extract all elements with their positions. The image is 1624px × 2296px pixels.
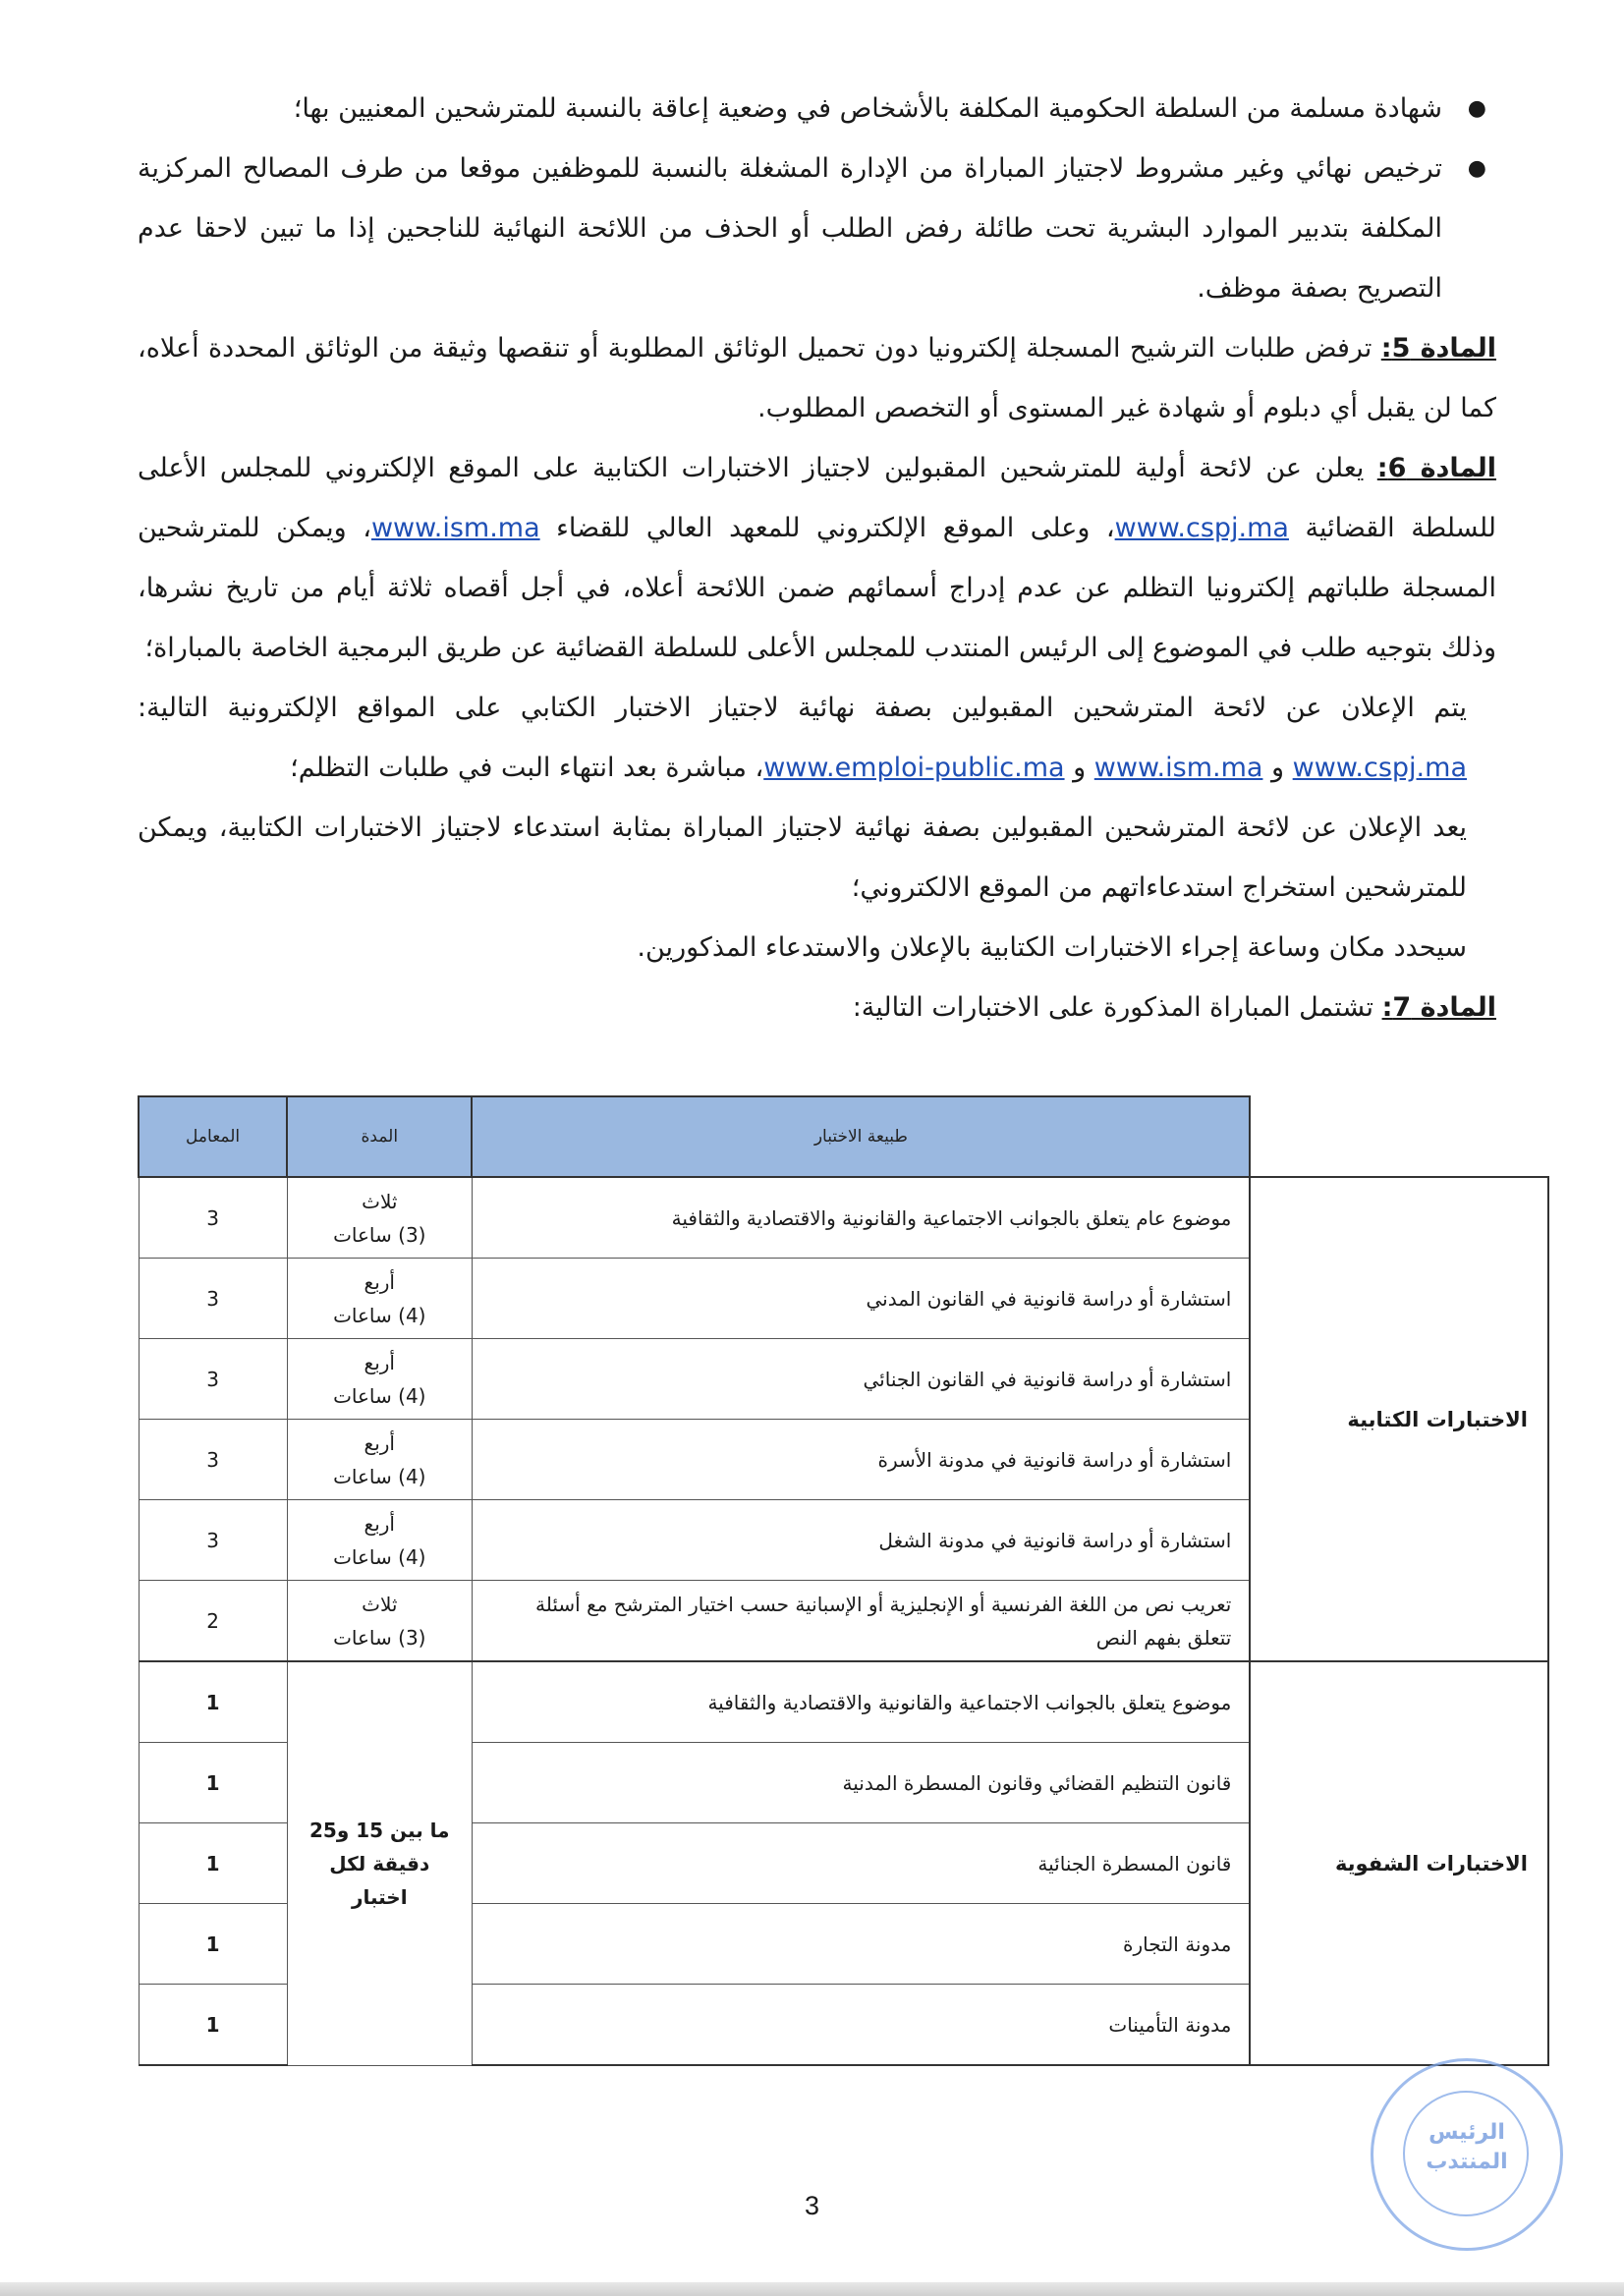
table-row: الاختبارات الكتابية موضوع عام يتعلق بالجوانب الاجتماعية والقانونية والاقتصادية والثقافية ثلاث (3) ساعات 3 (139, 1177, 1548, 1259)
table-row: قانون المسطرة الجنائية 1 (139, 1823, 1548, 1904)
article-6-label: المادة 6: (1376, 453, 1497, 483)
link-cspj[interactable]: www.cspj.ma (1114, 513, 1289, 543)
header-blank-cell (1250, 1096, 1548, 1177)
table-row: استشارة أو دراسة قانونية في مدونة الشغل أربع (4) ساعات 3 (139, 1500, 1548, 1581)
bullet-icon: ● (1467, 156, 1486, 181)
oral-duration: ما بين 15 و25 دقيقة لكل اختبار (287, 1661, 472, 2065)
bullet-employer-authorization: ● ترخيص نهائي وغير مشروط لاجتياز المباراة من الإدارة المشغلة بالنسبة للموظفين موقعا من طرف المصالح المركزية المكلفة بتدبير الموارد البشرية تحت طائلة رفض الطلب أو الحذف من اللائحة النهائية للناجحين إذا ما تبين لاحقا عدم التصريح بصفة موظف. (138, 139, 1496, 318)
oral-exams-label: الاختبارات الشفوية (1250, 1661, 1548, 2065)
bullet-icon: ● (1467, 96, 1486, 121)
link-ism[interactable]: www.ism.ma (370, 513, 540, 543)
link-ism-final[interactable]: www.ism.ma (1093, 753, 1263, 783)
table-header-row (139, 1096, 1548, 1177)
article-7 (138, 978, 1496, 1037)
header-coefficient: المعامل (139, 1096, 287, 1177)
link-emploi-public[interactable]: www.emploi-public.ma (763, 753, 1065, 783)
link-cspj-final[interactable]: www.cspj.ma (1292, 753, 1467, 783)
body-text (138, 79, 1496, 1037)
header-nature: طبيعة الاختبار (472, 1096, 1250, 1177)
summons-paragraph: يعد الإعلان عن لائحة المترشحين المقبولين بصفة نهائية لاجتياز المباراة بمثابة استدعاء لاجتياز الاختبارات الكتابية، ويمكن للمترشحين استخراج استدعاءاتهم من الموقع الالكتروني؛ (138, 812, 1467, 903)
final-list-announcement: يتم الإعلان عن لائحة المترشحين المقبولين بصفة نهائية لاجتياز الاختبار الكتابي على المواقع الإلكترونية التالية: www.cspj.ma و www.ism.ma و www.emploi-public.ma، مباشرة بعد انتهاء البت في طلبات التظلم؛ (138, 693, 1467, 783)
seal-text: الرئيس المنتدب (1426, 2120, 1508, 2174)
article-5-label: المادة 5: (1380, 333, 1497, 364)
written-exams-label: الاختبارات الكتابية (1250, 1177, 1548, 1661)
table-row: استشارة أو دراسة قانونية في القانون المدني أربع (4) ساعات 3 (139, 1259, 1548, 1339)
table-row: مدونة التجارة 1 (139, 1904, 1548, 1985)
official-seal (1371, 2058, 1563, 2251)
table-row: قانون التنظيم القضائي وقانون المسطرة المدنية 1 (139, 1743, 1548, 1823)
header-duration: المدة (287, 1096, 472, 1177)
table-row: استشارة أو دراسة قانونية في مدونة الأسرة أربع (4) ساعات 3 (139, 1420, 1548, 1500)
exams-table (138, 1095, 1549, 2066)
article-7-label: المادة 7: (1381, 992, 1496, 1023)
article-7-text: تشتمل المباراة المذكورة على الاختبارات التالية: (852, 992, 1382, 1023)
page-number: 3 (804, 2191, 820, 2220)
table-row: الاختبارات الشفوية موضوع يتعلق بالجوانب الاجتماعية والقانونية والاقتصادية والثقافية ما بين 15 و25 دقيقة لكل اختبار 1 (139, 1661, 1548, 1743)
article-5 (138, 318, 1496, 438)
article-5-text: ترفض طلبات الترشيح المسجلة إلكترونيا دون تحميل الوثائق المطلوبة أو تنقصها وثيقة من الوثائق المحددة أعلاه، كما لن يقبل أي دبلوم أو شهادة غير المستوى أو التخصص المطلوب. (138, 333, 1496, 423)
table-row: مدونة التأمينات 1 (139, 1985, 1548, 2066)
scan-footer-bar (0, 2282, 1624, 2296)
table-row: تعريب نص من اللغة الفرنسية أو الإنجليزية أو الإسبانية حسب اختيار المترشح مع أسئلة تتعلق بفهم النص ثلاث (3) ساعات 2 (139, 1581, 1548, 1662)
article-6: المادة 6: يعلن عن لائحة أولية للمترشحين المقبولين لاجتياز الاختبارات الكتابية على الموقع الإلكتروني للمجلس الأعلى للسلطة القضائية www.cspj.ma، وعلى الموقع الإلكتروني للمعهد العالي للقضاء www.ism.ma، ويمكن للمترشحين المسجلة طلباتهم إلكترونيا التظلم عن عدم إدراج أسمائهم ضمن اللائحة أعلاه، في أجل أقصاه ثلاثة أيام من تاريخ نشرها، وذلك بتوجيه طلب في الموضوع إلى الرئيس المنتدب للمجلس الأعلى للسلطة القضائية عن طريق البرمجية الخاصة بالمباراة؛ (138, 453, 1497, 663)
exam-place-paragraph: سيحدد مكان وساعة إجراء الاختبارات الكتابية بالإعلان والاستدعاء المذكورين. (637, 932, 1467, 963)
table-row: استشارة أو دراسة قانونية في القانون الجنائي أربع (4) ساعات 3 (139, 1339, 1548, 1420)
bullet-disability-certificate: ● شهادة مسلمة من السلطة الحكومية المكلفة بالأشخاص في وضعية إعاقة بالنسبة للمترشحين المعنيين بها؛ (138, 79, 1496, 139)
